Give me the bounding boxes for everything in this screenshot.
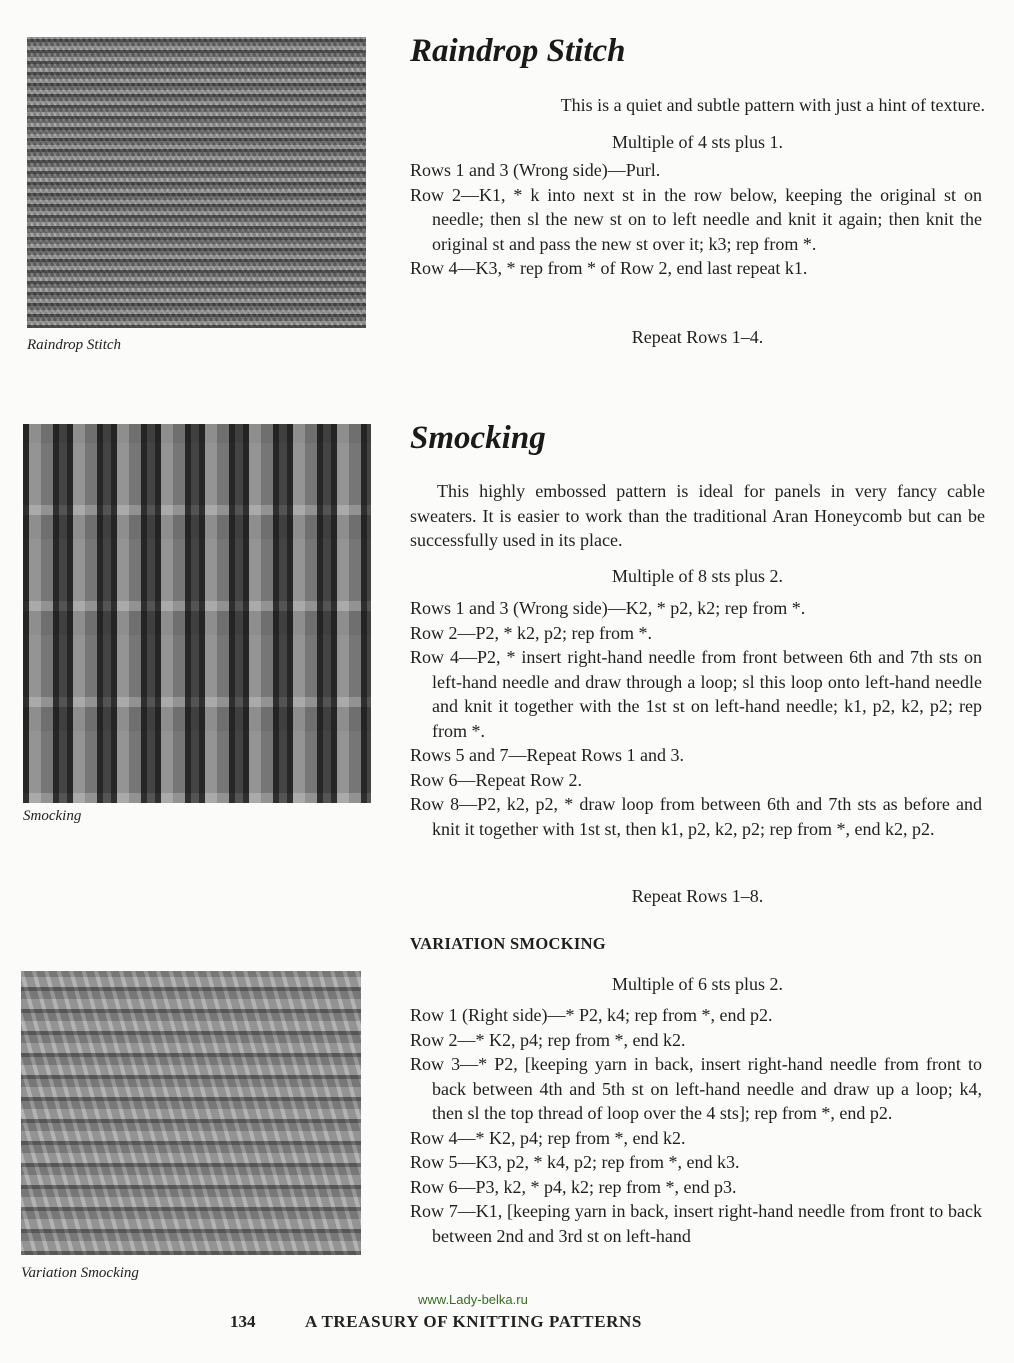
variation-row: Row 3—* P2, [keeping yarn in back, insert right-hand needle from front to back between 4th and 5th st on left-hand needle and draw up a loop; k4, then sl the top thread of loop over the 4 sts]; rep from *, end p2. bbox=[410, 1054, 982, 1123]
smocking-intro: This highly embossed pattern is ideal for panels in very fancy cable sweaters. It is easier to work than the traditional Aran Honeycomb but can be successfully used in its place. bbox=[410, 481, 985, 550]
raindrop-row: Rows 1 and 3 (Wrong side)—Purl. bbox=[410, 160, 661, 180]
raindrop-row: Row 2—K1, * k into next st in the row below, keeping the original st on needle; then sl the new st on to left needle and knit it again; then knit the original st and pass the new st over it; k3; rep from *. bbox=[410, 184, 982, 254]
smocking-row: Row 6—Repeat Row 2. bbox=[410, 769, 582, 790]
variation-heading: VARIATION SMOCKING bbox=[410, 934, 606, 953]
raindrop-stitch-photo bbox=[27, 37, 366, 328]
smocking-row: Rows 1 and 3 (Wrong side)—K2, * p2, k2; rep from *. bbox=[410, 598, 806, 618]
raindrop-row-list bbox=[410, 158, 982, 281]
smocking-photo-caption: Smocking bbox=[23, 808, 82, 824]
variation-row: Row 1 (Right side)—* P2, k4; rep from *, end p2. bbox=[410, 1005, 773, 1025]
smocking-photo bbox=[23, 424, 371, 803]
raindrop-photo-caption: Raindrop Stitch bbox=[27, 337, 122, 353]
variation-row: Row 7—K1, [keeping yarn in back, insert right-hand needle from front to back between 2nd and 3rd st on left-hand bbox=[410, 1201, 982, 1246]
running-footer-title: A TREASURY OF KNITTING PATTERNS bbox=[305, 1312, 642, 1331]
variation-row: Row 2—* K2, p4; rep from *, end k2. bbox=[410, 1029, 686, 1050]
raindrop-repeat: Repeat Rows 1–4. bbox=[631, 327, 764, 347]
smocking-repeat: Repeat Rows 1–8. bbox=[631, 886, 764, 906]
variation-multiple: Multiple of 6 sts plus 2. bbox=[611, 974, 783, 994]
variation-row: Row 4—* K2, p4; rep from *, end k2. bbox=[410, 1127, 686, 1148]
smocking-row: Row 8—P2, k2, p2, * draw loop from between 6th and 7th sts as before and knit it together with 1st st, then k1, p2, k2, p2; rep from *, end k2, p2. bbox=[410, 794, 982, 839]
variation-row: Row 6—P3, k2, * p4, k2; rep from *, end p3. bbox=[410, 1176, 737, 1197]
smocking-multiple: Multiple of 8 sts plus 2. bbox=[611, 566, 783, 586]
smocking-row: Row 2—P2, * k2, p2; rep from *. bbox=[410, 622, 652, 643]
raindrop-title: Raindrop Stitch bbox=[410, 33, 626, 69]
raindrop-multiple: Multiple of 4 sts plus 1. bbox=[611, 132, 783, 152]
raindrop-intro: This is a quiet and subtle pattern with just a hint of texture. bbox=[560, 95, 985, 115]
smocking-row-list bbox=[410, 596, 982, 841]
variation-row: Row 5—K3, p2, * k4, p2; rep from *, end k3. bbox=[410, 1152, 740, 1172]
page-number: 134 bbox=[230, 1312, 256, 1331]
raindrop-row: Row 4—K3, * rep from * of Row 2, end last repeat k1. bbox=[410, 258, 808, 278]
watermark-link[interactable]: www.Lady-belka.ru bbox=[418, 1292, 528, 1307]
smocking-row: Row 4—P2, * insert right-hand needle from front between 6th and 7th sts on left-hand needle and draw through a loop; sl this loop onto left-hand needle and knit it together with the 1st st on left-hand needle; k1, p2, k2, p2; rep from *. bbox=[410, 647, 982, 741]
smocking-title: Smocking bbox=[410, 420, 546, 456]
smocking-row: Rows 5 and 7—Repeat Rows 1 and 3. bbox=[410, 745, 684, 765]
variation-photo-caption: Variation Smocking bbox=[21, 1265, 139, 1281]
variation-smocking-photo bbox=[21, 971, 361, 1255]
variation-row-list bbox=[410, 1003, 982, 1248]
